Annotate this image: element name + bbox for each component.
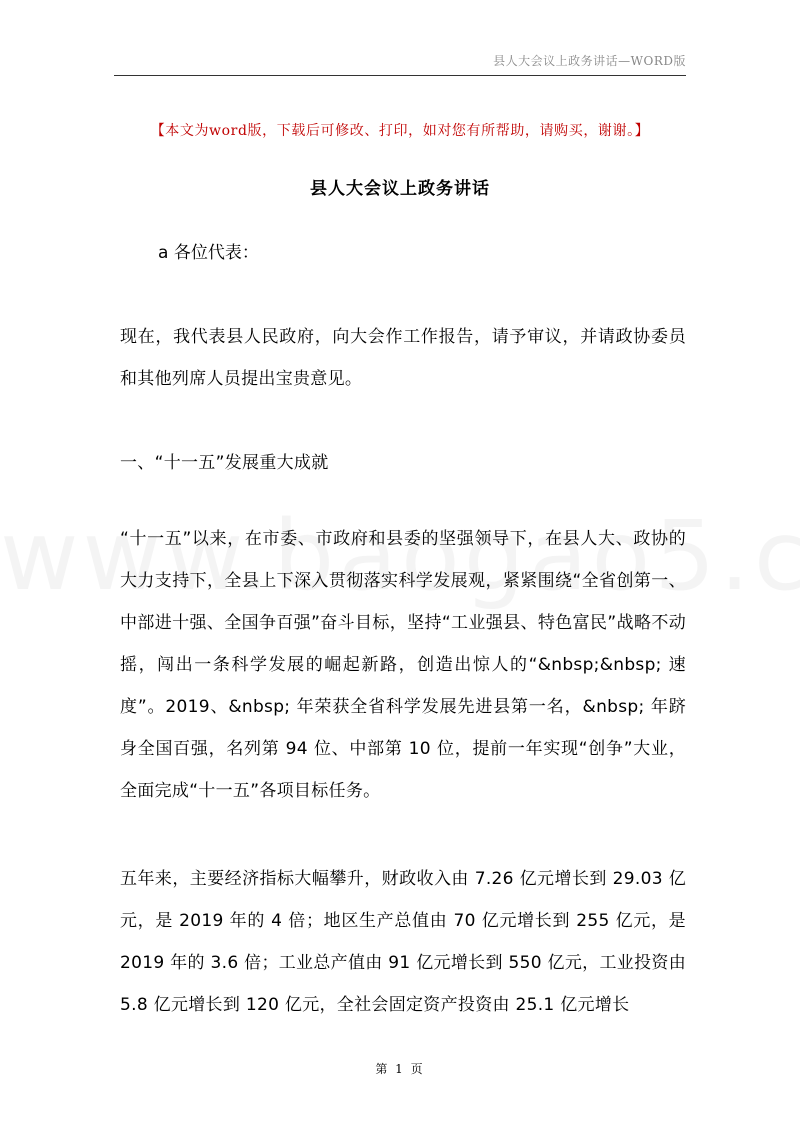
header-divider [114,75,686,76]
salutation: a 各位代表： [158,243,259,263]
document-title: 县人大会议上政务讲话 [310,179,490,199]
paragraph-intro: 现在，我代表县人民政府，向大会作工作报告，请予审议，并请政协委员和其他列席人员提出宝贵意见。 [120,327,686,389]
running-header: 县人大会议上政务讲话—WORD版 [493,54,686,68]
paragraph-achievements: “十一五”以来，在市委、市政府和县委的坚强领导下，在县人大、政协的大力支持下，全县上下深入贯彻落实科学发展观，紧紧围绕“全省创第一、中部进十强、全国争百强”奋斗目标，坚持“工业强县、特色富民”战略不动摇，闯出一条科学发展的崛起新路，创造出惊人的“&nbsp;&nbsp; 速度”。2019、&nbsp; 年荣获全省科学发展先进县第一名，&nbsp; 年跻身全国百强，名列第 94 位、中部第 10 位，提前一年实现“创争”大业，全面完成“十一五”各项目标任务。 [120,529,686,801]
download-notice: 【本文为word版，下载后可修改、打印，如对您有所帮助，请购买，谢谢。】 [150,123,650,139]
section-heading: 一、“十一五”发展重大成就 [120,453,329,473]
page-number: 第 1 页 [375,1062,425,1076]
paragraph-economy: 五年来，主要经济指标大幅攀升，财政收入由 7.26 亿元增长到 29.03 亿元，是 2019 年的 4 倍；地区生产总值由 70 亿元增长到 255 亿元，是 2019 年的 3.6 倍；工业总产值由 91 亿元增长到 550 亿元，工业投资由 5.8 亿元增长到 120 亿元，全社会固定资产投资由 25.1 亿元增长 [120,869,686,1015]
